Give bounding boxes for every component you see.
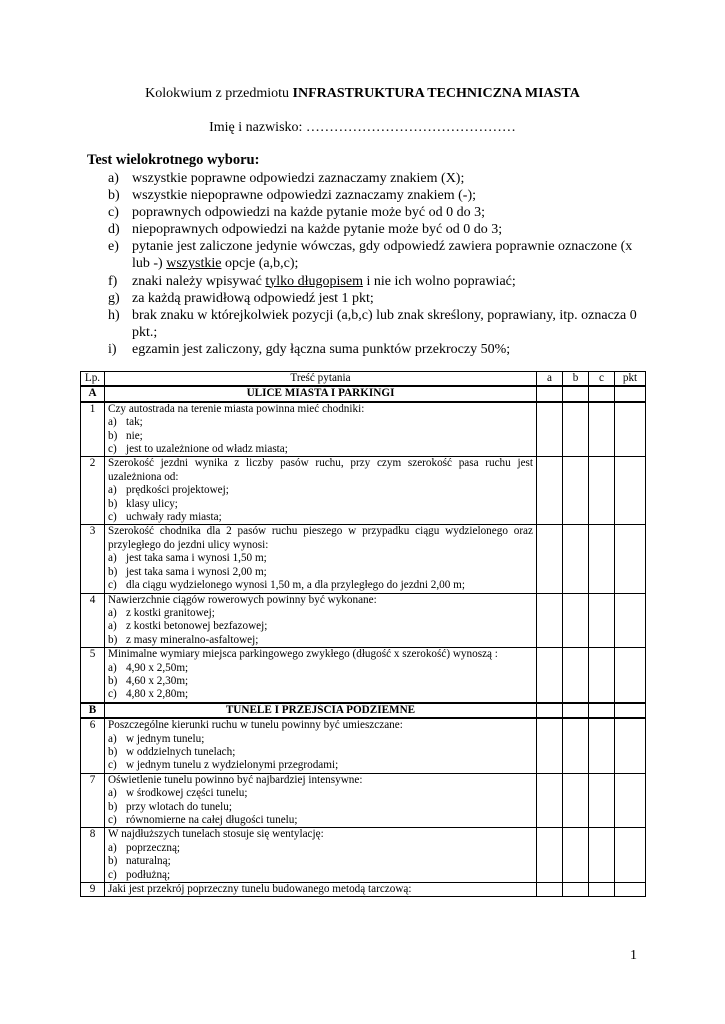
question-number: 4 — [81, 593, 105, 648]
rule-letter: d) — [108, 222, 120, 238]
option-text: naturalną; — [126, 855, 171, 868]
points-box[interactable] — [615, 402, 646, 457]
answer-option — [108, 443, 533, 456]
answer-box-c[interactable] — [589, 402, 615, 457]
option-text: jest taka sama i wynosi 1,50 m; — [126, 552, 267, 565]
rule-item — [90, 273, 650, 290]
test-title: Test wielokrotnego wyboru: — [87, 152, 260, 168]
option-text: w jednym tunelu z wydzielonymi przegrodami; — [126, 759, 339, 772]
option-letter: a) — [108, 416, 117, 429]
question-row — [81, 718, 646, 773]
answer-option — [108, 842, 533, 855]
answer-box-a[interactable] — [537, 828, 563, 883]
answer-option — [108, 416, 533, 429]
answer-option — [108, 484, 533, 497]
answer-option — [108, 675, 533, 688]
rule-letter: e) — [108, 239, 119, 255]
points-box[interactable] — [615, 648, 646, 703]
answer-box-b[interactable] — [563, 648, 589, 703]
rule-letter: c) — [108, 205, 119, 221]
document-title — [0, 86, 725, 102]
question-text: Szerokość chodnika dla 2 pasów ruchu pieszego w przypadku ciągu wydzielonego oraz przyległego do jezdni ulicy wynosi: — [108, 525, 533, 551]
answer-box-b[interactable] — [563, 718, 589, 773]
page-number: 1 — [630, 948, 637, 963]
answer-option — [108, 430, 533, 443]
rule-text: za każdą prawidłową odpowiedź jest 1 pkt; — [132, 290, 374, 306]
answer-box-c[interactable] — [589, 883, 615, 897]
answer-box-b[interactable] — [563, 457, 589, 525]
option-text: w jednym tunelu; — [126, 732, 205, 745]
section-label: B — [81, 703, 105, 718]
answer-box-a[interactable] — [537, 402, 563, 457]
section-row — [81, 703, 646, 718]
answer-box-b[interactable] — [563, 828, 589, 883]
question-text: Oświetlenie tunelu powinno być najbardziej intensywne: — [108, 773, 363, 786]
points-box[interactable] — [615, 457, 646, 525]
question-row — [81, 402, 646, 457]
answer-option — [108, 787, 533, 800]
question-number: 3 — [81, 525, 105, 593]
question-number: 8 — [81, 828, 105, 883]
answer-option — [108, 579, 533, 592]
rule-text: wszystkie poprawne odpowiedzi zaznaczamy znakiem (X); — [132, 171, 465, 186]
section-answer-cell — [563, 703, 589, 718]
section-points-cell — [615, 386, 646, 401]
section-answer-cell — [589, 386, 615, 401]
points-box[interactable] — [615, 718, 646, 773]
option-text: z kostki betonowej bezfazowej; — [126, 620, 268, 633]
answer-box-c[interactable] — [589, 828, 615, 883]
answer-option — [108, 662, 533, 675]
points-box[interactable] — [615, 828, 646, 883]
question-content — [105, 773, 537, 828]
title-subject: INFRASTRUKTURA TECHNICZNA MIASTA — [292, 86, 580, 101]
option-letter: c) — [108, 443, 117, 456]
answer-box-a[interactable] — [537, 718, 563, 773]
section-answer-cell — [537, 703, 563, 718]
option-letter: a) — [108, 841, 117, 854]
question-number: 9 — [81, 883, 105, 897]
table-header-row — [81, 372, 646, 387]
option-letter: c) — [108, 868, 117, 881]
rule-item — [90, 307, 650, 341]
question-number: 2 — [81, 457, 105, 525]
option-letter: a) — [108, 661, 117, 674]
option-letter: b) — [108, 497, 118, 510]
option-letter: b) — [108, 745, 118, 758]
answer-option — [108, 498, 533, 511]
question-number: 5 — [81, 648, 105, 703]
rules-list — [90, 170, 650, 358]
option-text: z masy mineralno-asfaltowej; — [126, 633, 259, 646]
answer-box-a[interactable] — [537, 883, 563, 897]
question-row — [81, 648, 646, 703]
option-text: przy wlotach do tunelu; — [126, 800, 232, 813]
rule-item — [90, 341, 650, 358]
questions-table — [80, 371, 646, 897]
question-text: Minimalne wymiary miejsca parkingowego zwykłego (długość x szerokość) wynoszą : — [108, 648, 498, 661]
answer-option — [108, 759, 533, 772]
answer-box-c[interactable] — [589, 525, 615, 593]
question-number: 7 — [81, 773, 105, 828]
answer-box-a[interactable] — [537, 525, 563, 593]
option-letter: b) — [108, 855, 118, 868]
option-text: poprzeczną; — [126, 841, 181, 854]
rule-text: i nie ich wolno poprawiać; — [366, 273, 516, 289]
option-letter: b) — [108, 565, 118, 578]
question-content — [105, 883, 537, 897]
answer-box-a[interactable] — [537, 648, 563, 703]
answer-box-a[interactable] — [537, 593, 563, 648]
section-row — [81, 386, 646, 401]
section-title: TUNELE I PRZEJŚCIA PODZIEMNE — [105, 703, 537, 718]
answer-box-c[interactable] — [589, 773, 615, 828]
question-row — [81, 593, 646, 648]
section-points-cell — [615, 703, 646, 718]
answer-option — [108, 801, 533, 814]
option-letter: a) — [108, 732, 117, 745]
answer-box-c[interactable] — [589, 648, 615, 703]
answer-box-b[interactable] — [563, 773, 589, 828]
option-text: z kostki granitowej; — [126, 606, 215, 619]
rule-letter: b) — [108, 188, 120, 204]
question-content — [105, 593, 537, 648]
rule-text: poprawnych odpowiedzi na każde pytanie może być od 0 do 3; — [132, 205, 486, 221]
rule-text: wszystkie niepoprawne odpowiedzi zaznaczamy znakiem (-); — [132, 188, 477, 204]
question-row — [81, 883, 646, 897]
question-content — [105, 828, 537, 883]
option-letter: b) — [108, 674, 118, 687]
answer-box-a[interactable] — [537, 773, 563, 828]
rule-item — [90, 238, 650, 272]
answer-option — [108, 688, 533, 701]
answer-box-c[interactable] — [589, 457, 615, 525]
answer-option — [108, 620, 533, 633]
answer-box-c[interactable] — [589, 593, 615, 648]
answer-option — [108, 607, 533, 620]
answer-option — [108, 511, 533, 524]
rule-underlined-text: wszystkie — [166, 256, 222, 272]
option-letter: a) — [108, 484, 117, 497]
option-text: 4,60 x 2,30m; — [126, 674, 189, 687]
option-text: prędkości projektowej; — [126, 484, 229, 497]
option-text: w oddzielnych tunelach; — [126, 745, 236, 758]
answer-box-b[interactable] — [563, 402, 589, 457]
option-text: 4,80 x 2,80m; — [126, 688, 189, 701]
answer-option — [108, 855, 533, 868]
rule-item — [90, 221, 650, 238]
option-text: dla ciągu wydzielonego wynosi 1,50 m, a dla przyległego do jezdni 2,00 m; — [126, 579, 465, 592]
question-text: Czy autostrada na terenie miasta powinna mieć chodniki: — [108, 402, 365, 415]
section-answer-cell — [589, 703, 615, 718]
answer-box-a[interactable] — [537, 457, 563, 525]
section-title: ULICE MIASTA I PARKINGI — [105, 386, 537, 401]
option-letter: a) — [108, 606, 117, 619]
rule-text: znaki należy wpisywać — [132, 273, 262, 289]
option-text: tak; — [126, 416, 143, 429]
option-text: klasy ulicy; — [126, 497, 178, 510]
option-text: jest taka sama i wynosi 2,00 m; — [126, 565, 267, 578]
option-text: podłużną; — [126, 868, 171, 881]
question-row — [81, 525, 646, 593]
answer-option — [108, 566, 533, 579]
option-letter: c) — [108, 759, 117, 772]
answer-option — [108, 814, 533, 827]
title-prefix: Kolokwium z przedmiotu — [145, 86, 290, 101]
rule-letter: g) — [108, 290, 120, 306]
rule-letter: a) — [108, 171, 119, 186]
answer-option — [108, 634, 533, 647]
option-letter: c) — [108, 579, 117, 592]
question-content — [105, 457, 537, 525]
option-text: w środkowej części tunelu; — [126, 787, 248, 800]
option-letter: b) — [108, 633, 118, 646]
rule-text: pytanie jest zaliczone jedynie wówczas, gdy odpowiedź zawiera poprawnie oznaczone (x lub -) — [132, 239, 633, 272]
option-text: uchwały rady miasta; — [126, 511, 222, 524]
points-box[interactable] — [615, 593, 646, 648]
question-content — [105, 718, 537, 773]
question-text: Poszczególne kierunki ruchu w tunelu powinny być umieszczane: — [108, 719, 403, 732]
points-box[interactable] — [615, 883, 646, 897]
option-text: 4,90 x 2,50m; — [126, 661, 189, 674]
header-pkt: pkt — [615, 372, 646, 387]
answer-box-b[interactable] — [563, 525, 589, 593]
option-letter: b) — [108, 800, 118, 813]
points-box[interactable] — [615, 525, 646, 593]
header-content: Treść pytania — [105, 372, 537, 387]
option-letter: a) — [108, 787, 117, 800]
rule-letter: h) — [108, 307, 120, 323]
rule-letter: i) — [108, 341, 117, 357]
rule-underlined-text: tylko długopisem — [265, 273, 363, 289]
option-letter: c) — [108, 814, 117, 826]
section-answer-cell — [563, 386, 589, 401]
rule-item — [90, 204, 650, 221]
question-number: 1 — [81, 402, 105, 457]
answer-option — [108, 733, 533, 746]
rule-text: egzamin jest zaliczony, gdy łączna suma punktów przekroczy 50%; — [132, 341, 511, 357]
student-name-line: Imię i nazwisko: ……………………………………… — [209, 120, 516, 135]
option-letter: b) — [108, 429, 118, 442]
answer-box-c[interactable] — [589, 718, 615, 773]
rule-letter: f) — [108, 273, 118, 289]
question-text: W najdłuższych tunelach stosuje się wentylację: — [108, 828, 324, 841]
rule-item — [90, 187, 650, 204]
question-content — [105, 648, 537, 703]
header-a: a — [537, 372, 563, 387]
header-c: c — [589, 372, 615, 387]
question-text: Nawierzchnie ciągów rowerowych powinny być wykonane: — [108, 593, 377, 606]
rule-item — [90, 170, 650, 187]
question-row — [81, 773, 646, 828]
answer-option — [108, 552, 533, 565]
question-text: Szerokość jezdni wynika z liczby pasów ruchu, przy czym szerokość pasa ruchu jest uzależniona od: — [108, 457, 533, 483]
rule-item — [90, 290, 650, 307]
option-text: nie; — [126, 429, 143, 442]
option-letter: c) — [108, 511, 117, 524]
answer-option — [108, 746, 533, 759]
rule-text: opcje (a,b,c); — [224, 256, 299, 272]
header-b: b — [563, 372, 589, 387]
section-answer-cell — [537, 386, 563, 401]
option-text: jest to uzależnione od władz miasta; — [126, 443, 288, 456]
rule-text: brak znaku w którejkolwiek pozycji (a,b,c) lub znak skreślony, poprawiany, itp. oznacza 0 pkt.; — [132, 307, 637, 340]
option-letter: c) — [108, 688, 117, 701]
points-box[interactable] — [615, 773, 646, 828]
answer-option — [108, 869, 533, 882]
option-letter: a) — [108, 552, 117, 565]
answer-box-b[interactable] — [563, 883, 589, 897]
rule-text: niepoprawnych odpowiedzi na każde pytanie może być od 0 do 3; — [132, 222, 503, 238]
question-content — [105, 402, 537, 457]
option-letter: a) — [108, 620, 117, 633]
answer-box-b[interactable] — [563, 593, 589, 648]
section-label: A — [81, 386, 105, 401]
header-lp: Lp. — [81, 372, 105, 387]
question-row — [81, 828, 646, 883]
question-text: Jaki jest przekrój poprzeczny tunelu budowanego metodą tarczową: — [108, 883, 412, 896]
question-number: 6 — [81, 718, 105, 773]
question-row — [81, 457, 646, 525]
question-content — [105, 525, 537, 593]
option-text: równomierne na całej długości tunelu; — [126, 814, 298, 826]
